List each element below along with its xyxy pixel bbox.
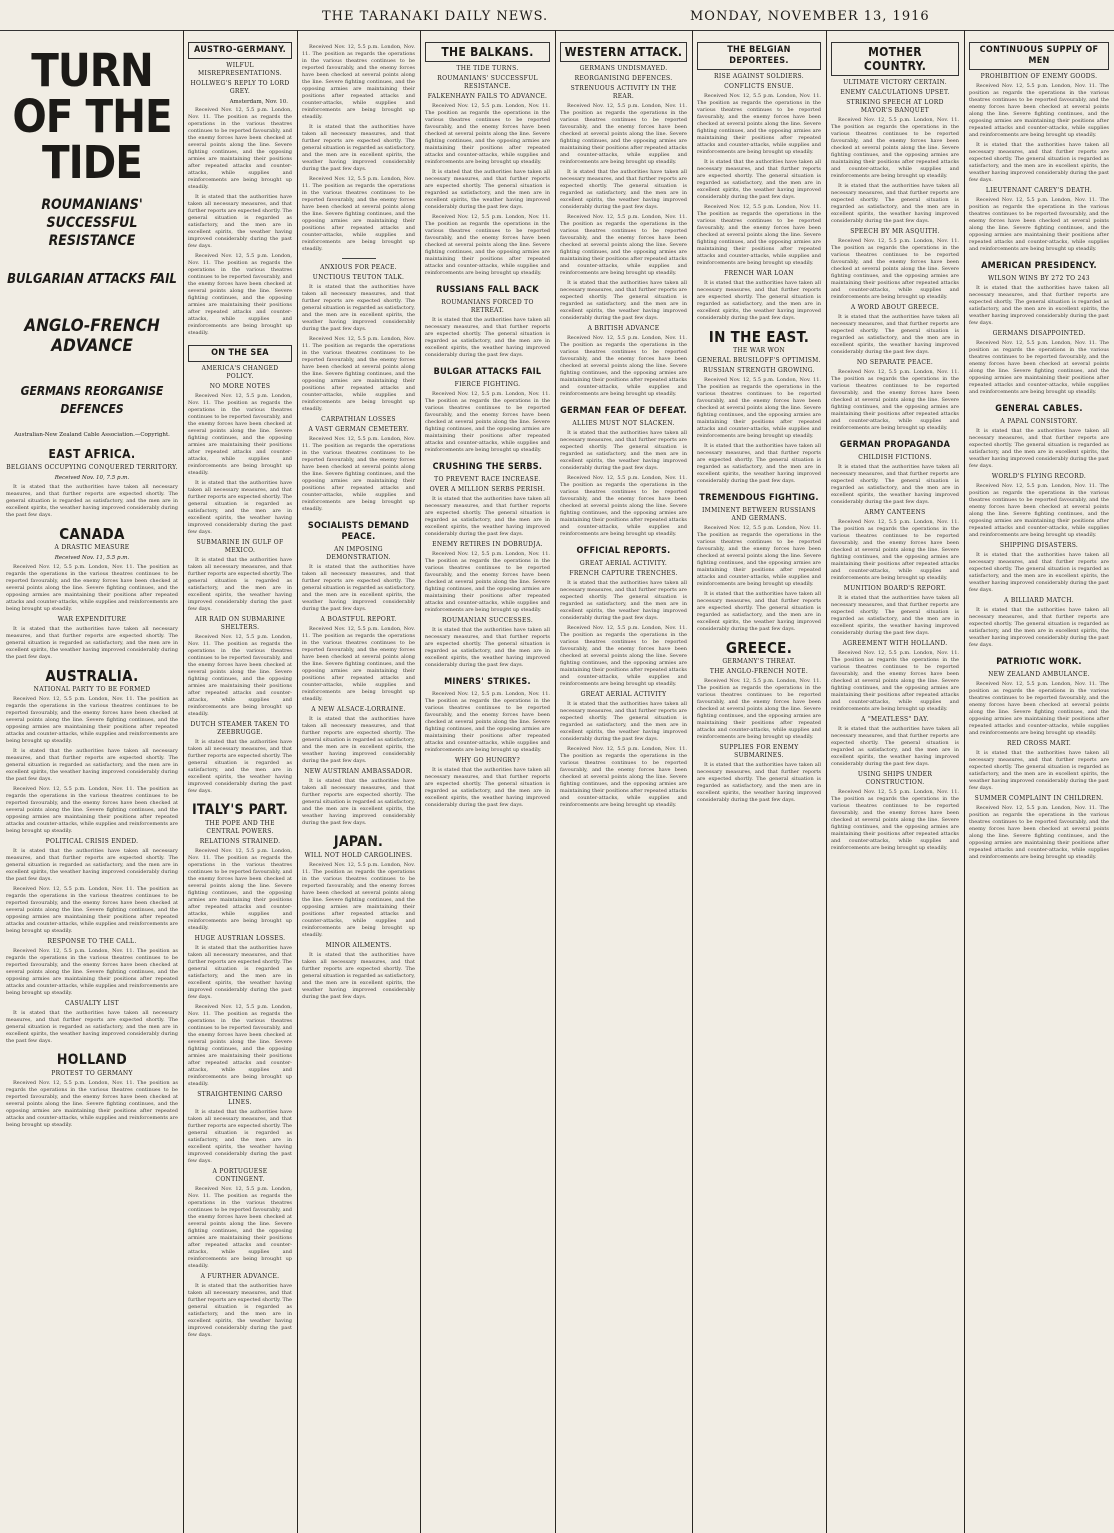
column-8 — [969, 34, 1109, 1528]
masthead-date: MONDAY, NOVEMBER 13, 1916 — [690, 9, 930, 24]
article-text: Received Nov. 12, 5.5 p.m. London, Nov. 11. The position as regards the operations in the various theatres continues to be reported favourably, and the enemy forces have been checked at several points along the line. Severe fighting continues, and the opposing armies are maintaining their positions after repeated attacks and counter-attacks, while supplies and reinforcements are being brought up steadily. — [697, 93, 821, 155]
article-text: Received Nov. 12, 5.5 p.m. London, Nov. 11. The position as regards the operations in the various theatres continues to be reported favourably, and the enemy forces have been checked at several points along the line. Severe fighting continues, and the opposing armies are maintaining their positions after repeated attacks and counter-attacks, while supplies and reinforcements are being brought up steadily. — [425, 391, 550, 453]
subheading: A PAPAL CONSISTORY. — [1000, 418, 1078, 425]
subheading: THE POPE AND THE CENTRAL POWERS. — [205, 820, 275, 835]
section-heading: PATRIOTIC WORK. — [996, 657, 1082, 667]
article-text: It is stated that the authorities have taken all necessary measures, and that further reports are expected shortly. The general situation is regarded as satisfactory, and the men are in excellent spirits, the weather having improved considerably during the past few days. — [302, 284, 415, 332]
section-heading: CRUSHING THE SERBS. — [432, 462, 543, 472]
subheading: SHIPPING DISASTERS. — [999, 542, 1079, 549]
article-text: Received Nov. 12, 5.5 p.m. London, Nov. 11. The position as regards the operations in the various theatres continues to be reported favourably, and the enemy forces have been checked at several points along the line. Severe fighting continues, and the opposing armies are maintaining their positions after repeated attacks and counter-attacks, while supplies and reinforcements are being brought up steadily. — [188, 1004, 292, 1087]
section-heading: JAPAN. — [333, 834, 384, 850]
section-heading: WESTERN ATTACK. — [560, 42, 687, 62]
subheading: GERMANS DISAPPOINTED. — [992, 330, 1086, 337]
article-text: Received Nov. 12, 5.5 p.m. London, Nov. 11. The position as regards the operations in the various theatres continues to be reported favourably, and the enemy forces have been checked at several points along the line. Severe fighting continues, and the opposing armies are maintaining their positions after repeated attacks and counter-attacks, while supplies and reinforcements are being brought up steadily. — [969, 340, 1109, 395]
subheading: A PORTUGUESE CONTINGENT. — [212, 1168, 268, 1183]
subheading: FIERCE FIGHTING. — [454, 381, 521, 388]
article-text: Received Nov. 12, 5.5 p.m. London, Nov. 11. The position as regards the operations in the various theatres continues to be reported favourably, and the enemy forces have been checked at several points along the line. Severe fighting continues, and the opposing armies are maintaining their positions after repeated attacks and counter-attacks, while supplies and reinforcements are being brought up steadily. — [969, 483, 1109, 538]
article-text: Received Nov. 12, 5.5 p.m. London, Nov. 11. The position as regards the operations in the various theatres continues to be reported favourably, and the enemy forces have been checked at several points along the line. Severe fighting continues, and the opposing armies are maintaining their positions after repeated attacks and counter-attacks, while supplies and reinforcements are being brought up steadily. — [6, 886, 178, 934]
article-text: Received Nov. 12, 5.5 p.m. London, Nov. 11. The position as regards the operations in the various theatres continues to be reported favourably, and the enemy forces have been checked at several points along the line. Severe fighting continues, and the opposing armies are maintaining their positions after repeated attacks and counter-attacks, while supplies and reinforcements are being brought up steadily. — [560, 103, 687, 165]
article-text: Received Nov. 12, 5.5 p.m. London, Nov. 11. The position as regards the operations in the various theatres continues to be reported favourably, and the enemy forces have been checked at several points along the line. Severe fighting continues, and the opposing armies are maintaining their positions after repeated attacks and counter-attacks, while supplies and reinforcements are being brought up steadily. — [969, 681, 1109, 736]
subheading: AMERICA'S CHANGED POLICY. — [201, 365, 279, 380]
subheading: WHY GO HUNGRY? — [455, 757, 520, 764]
subheading: NO SEPARATE PEACE. — [856, 359, 934, 366]
article-text: It is stated that the authorities have taken all necessary measures, and that further reports are expected shortly. The general situation is regarded as satisfactory, and the men are in excellent spirits, the weather having improved considerably during the past few days. — [969, 607, 1109, 648]
column-rule — [183, 30, 184, 1533]
subheading: USING SHIPS UNDER CONSTRUCTION. — [857, 771, 933, 786]
subheading: WAR EXPENDITURE — [57, 616, 127, 623]
subheading: FRENCH CAPTURE TRENCHES. — [569, 570, 678, 577]
article-text: It is stated that the authorities have taken all necessary measures, and that further reports are expected shortly. The general situation is regarded as satisfactory, and the men are in excellent spirits, the weather having improved considerably during the past few days. — [969, 552, 1109, 593]
masthead — [0, 0, 1114, 31]
article-text: Received Nov. 12, 5.5 p.m. London, Nov. 11. The position as regards the operations in the various theatres continues to be reported favourably, and the enemy forces have been checked at several points along the line. Severe fighting continues, and the opposing armies are maintaining their positions after repeated attacks and counter-attacks, while supplies and reinforcements are being brought up steadily. — [302, 336, 415, 412]
subheading: NEW ZEALAND AMBULANCE. — [988, 671, 1090, 678]
subheading: CASUALTY LIST — [65, 1000, 119, 1007]
article-text: Received Nov. 12, 5.5 p.m. London, Nov. 11. The position as regards the operations in the various theatres continues to be reported favourably, and the enemy forces have been checked at several points along the line. Severe fighting continues, and the opposing armies are maintaining their positions after repeated attacks and counter-attacks, while supplies and reinforcements are being brought up steadily. — [831, 238, 959, 300]
subheading: NEW AUSTRIAN AMBASSADOR. — [304, 768, 413, 775]
subheading: GREAT AERIAL ACTIVITY — [580, 691, 667, 698]
section-heading: THE BALKANS. — [425, 42, 550, 62]
article-text: Received Nov. 12, 5.5 p.m. London, Nov. 11. The position as regards the operations in the various theatres continues to be reported favourably, and the enemy forces have been checked at several points along the line. Severe fighting continues, and the opposing armies are maintaining their positions after repeated attacks and counter-attacks, while supplies and reinforcements are being brought up steadily. — [697, 678, 821, 740]
subheading: A NEW ALSACE-LORRAINE. — [311, 706, 406, 713]
column-4 — [425, 34, 550, 1528]
subheading: NO MORE NOTES — [209, 383, 271, 390]
article-text: It is stated that the authorities have taken all necessary measures, and that further reports are expected shortly. The general situation is regarded as satisfactory, and the men are in excellent spirits, the weather having improved considerably during the past few days. — [188, 480, 292, 535]
section-heading: GENERAL CABLES. — [995, 404, 1083, 414]
article-text: It is stated that the authorities have taken all necessary measures, and that further reports are expected shortly. The general situation is regarded as satisfactory, and the men are in excellent spirits, the weather having improved considerably during the past few days. — [697, 591, 821, 632]
article-text: Received Nov. 12, 5.5 p.m. London, Nov. 11. The position as regards the operations in the various theatres continues to be reported favourably, and the enemy forces have been checked at several points along the line. Severe fighting continues, and the opposing armies are maintaining their positions after repeated attacks and counter-attacks, while supplies and reinforcements are being brought up steadily. — [302, 626, 415, 702]
article-text: Received Nov. 12, 5.5 p.m. London, Nov. 11. The position as regards the operations in the various theatres continues to be reported favourably, and the enemy forces have been checked at several points along the line. Severe fighting continues, and the opposing armies are maintaining their positions after repeated attacks and counter-attacks, while supplies and reinforcements are being brought up steadily. — [831, 369, 959, 431]
section-heading: AUSTRALIA. — [45, 667, 139, 685]
section-heading: TREMENDOUS FIGHTING. — [699, 493, 819, 503]
article-text: It is stated that the authorities have taken all necessary measures, and that further reports are expected shortly. The general situation is regarded as satisfactory, and the men are in excellent spirits, the weather having improved considerably during the past few days. — [6, 626, 178, 660]
subheading: BELGIANS OCCUPYING CONQUERED TERRITORY. — [6, 464, 178, 471]
article-text: It is stated that the authorities have taken all necessary measures, and that further reports are expected shortly. The general situation is regarded as satisfactory, and the men are in excellent spirits, the weather having improved considerably during the past few days. — [188, 194, 292, 249]
column-6 — [697, 34, 821, 1528]
column-3 — [302, 34, 415, 1528]
subheading: CHILDISH FICTIONS. — [858, 454, 932, 461]
subheading: A "MEATLESS" DAY. — [861, 716, 929, 723]
article-text: Received Nov. 12, 5.5 p.m. London, Nov. 11. The position as regards the operations in the various theatres continues to be reported favourably, and the enemy forces have been checked at several points along the line. Severe fighting continues, and the opposing armies are maintaining their positions after repeated attacks and counter-attacks, while supplies and reinforcements are being brought up steadily. — [425, 214, 550, 276]
article-text: It is stated that the authorities have taken all necessary measures, and that further reports are expected shortly. The general situation is regarded as satisfactory, and the men are in excellent spirits, the weather having improved considerably during the past few days. — [560, 169, 687, 210]
article-text: Received Nov. 12, 5.5 p.m. London, Nov. 11. The position as regards the operations in the various theatres continues to be reported favourably, and the enemy forces have been checked at several points along the line. Severe fighting continues, and the opposing armies are maintaining their positions after repeated attacks and counter-attacks, while supplies and reinforcements are being brought up steadily. — [6, 696, 178, 744]
article-text: Received Nov. 12, 5.5 p.m. London, Nov. 11. The position as regards the operations in the various theatres continues to be reported favourably, and the enemy forces have been checked at several points along the line. Severe fighting continues, and the opposing armies are maintaining their positions after repeated attacks and counter-attacks, while supplies and reinforcements are being brought up steadily. — [560, 625, 687, 687]
subheading: POLITICAL CRISIS ENDED. — [45, 838, 139, 845]
article-text: It is stated that the authorities have taken all necessary measures, and that further reports are expected shortly. The general situation is regarded as satisfactory, and the men are in excellent spirits, the weather having improved considerably during the past few days. — [697, 280, 821, 321]
article-text: It is stated that the authorities have taken all necessary measures, and that further reports are expected shortly. The general situation is regarded as satisfactory, and the men are in excellent spirits, the weather having improved considerably during the past few days. — [6, 1010, 178, 1044]
roumanian-resistance-headline: ROUMANIANS' SUCCESSFUL RESISTANCE — [41, 197, 143, 249]
article-text: It is stated that the authorities have taken all necessary measures, and that further reports are expected shortly. The general situation is regarded as satisfactory, and the men are in excellent spirits, the weather having improved considerably during the past few days. — [697, 159, 821, 200]
article-text: It is stated that the authorities have taken all necessary measures, and that further reports are expected shortly. The general situation is regarded as satisfactory, and the men are in excellent spirits, the weather having improved considerably during the past few days. — [831, 464, 959, 505]
subheading: PROTEST TO GERMANY — [51, 1070, 133, 1077]
article-text: Received Nov. 12, 5.5 p.m. London, Nov. 11. The position as regards the operations in the various theatres continues to be reported favourably, and the enemy forces have been checked at several points along the line. Severe fighting continues, and the opposing armies are maintaining their positions after repeated attacks and counter-attacks, while supplies and reinforcements are being brought up steadily. — [188, 1186, 292, 1269]
subheading: TO PREVENT RACE INCREASE. — [434, 476, 541, 483]
article-text: Received Nov. 12, 5.5 p.m. London, Nov. 11. The position as regards the operations in the various theatres continues to be reported favourably, and the enemy forces have been checked at several points along the line. Severe fighting continues, and the opposing armies are maintaining their positions after repeated attacks and counter-attacks, while supplies and reinforcements are being brought up steadily. — [560, 475, 687, 537]
subheading: THE WAR WON — [733, 347, 785, 354]
section-heading: GERMAN FEAR OF DEFEAT. — [560, 406, 687, 416]
article-text: Received Nov. 12, 5.5 p.m. London, Nov. 11. The position as regards the operations in the various theatres continues to be reported favourably, and the enemy forces have been checked at several points along the line. Severe fighting continues, and the opposing armies are maintaining their positions after repeated attacks and counter-attacks, while supplies and reinforcements are being brought up steadily. — [188, 634, 292, 717]
subheading: FRENCH WAR LOAN — [724, 270, 794, 277]
article-text: Received Nov. 12, 5.5 p.m. London, Nov. 11. The position as regards the operations in the various theatres continues to be reported favourably, and the enemy forces have been checked at several points along the line. Severe fighting continues, and the opposing armies are maintaining their positions after repeated attacks and counter-attacks, while supplies and reinforcements are being brought up steadily. — [188, 393, 292, 476]
subheading: A FURTHER ADVANCE. — [200, 1273, 280, 1280]
subheading: HUGE AUSTRIAN LOSSES. — [194, 935, 286, 942]
subheading: A BILLIARD MATCH. — [1004, 597, 1074, 604]
article-text: Received Nov. 12, 5.5 p.m. London, Nov. 11. The position as regards the operations in the various theatres continues to be reported favourably, and the enemy forces have been checked at several points along the line. Severe fighting continues, and the opposing armies are maintaining their positions after repeated attacks and counter-attacks, while supplies and reinforcements are being brought up steadily. — [302, 44, 415, 120]
subheading: UNCTIOUS TEUTON TALK. — [312, 274, 405, 281]
subheading: WILL NOT HOLD CARGOLINES. — [304, 852, 413, 859]
article-text: It is stated that the authorities have taken all necessary measures, and that further reports are expected shortly. The general situation is regarded as satisfactory, and the men are in excellent spirits, the weather having improved considerably during the past few days. — [302, 124, 415, 172]
article-text: Received Nov. 12, 5.5 p.m. London, Nov. 11. The position as regards the operations in the various theatres continues to be reported favourably, and the enemy forces have been checked at several points along the line. Severe fighting continues, and the opposing armies are maintaining their positions after repeated attacks and counter-attacks, while supplies and reinforcements are being brought up steadily. — [188, 848, 292, 931]
column-rule — [692, 30, 693, 1533]
article-text: Received Nov. 12, 5.5 p.m. London, Nov. 11. The position as regards the operations in the various theatres continues to be reported favourably, and the enemy forces have been checked at several points along the line. Severe fighting continues, and the opposing armies are maintaining their positions after repeated attacks and counter-attacks, while supplies and reinforcements are being brought up steadily. — [6, 564, 178, 612]
subheading: STRIKING SPEECH AT LORD MAYOR'S BANQUET — [846, 99, 944, 114]
article-text: It is stated that the authorities have taken all necessary measures, and that further reports are expected shortly. The general situation is regarded as satisfactory, and the men are in excellent spirits, the weather having improved considerably during the past few days. — [302, 564, 415, 612]
subheading: MINOR AILMENTS. — [325, 942, 392, 949]
subheading: A BOASTFUL REPORT. — [320, 616, 397, 623]
subheading: RELATIONS STRAINED. — [199, 838, 281, 845]
article-text: Received Nov. 12, 5.5 p.m. London, Nov. 11. The position as regards the operations in the various theatres continues to be reported favourably, and the enemy forces have been checked at several points along the line. Severe fighting continues, and the opposing armies are maintaining their positions after repeated attacks and counter-attacks, while supplies and reinforcements are being brought up steadily. — [6, 786, 178, 834]
subheading: ULTIMATE VICTORY CERTAIN. — [843, 79, 947, 86]
received-line: Received Nov. 11, 5.5 p.m. — [54, 555, 130, 561]
subheading: WILSON WINS BY 272 TO 243 — [988, 275, 1090, 282]
article-text: It is stated that the authorities have taken all necessary measures, and that further reports are expected shortly. The general situation is regarded as satisfactory, and the men are in excellent spirits, the weather having improved considerably during the past few days. — [6, 748, 178, 782]
subheading: PROHIBITION OF ENEMY GOODS. — [980, 73, 1098, 80]
article-text: It is stated that the authorities have taken all necessary measures, and that further reports are expected shortly. The general situation is regarded as satisfactory, and the men are in excellent spirits, the weather having improved considerably during the past few days. — [188, 945, 292, 1000]
article-text: Received Nov. 12, 5.5 p.m. London, Nov. 11. The position as regards the operations in the various theatres continues to be reported favourably, and the enemy forces have been checked at several points along the line. Severe fighting continues, and the opposing armies are maintaining their positions after repeated attacks and counter-attacks, while supplies and reinforcements are being brought up steadily. — [188, 107, 292, 190]
section-heading: CONTINUOUS SUPPLY OF MEN — [969, 42, 1109, 70]
column-7 — [831, 34, 959, 1528]
article-text: It is stated that the authorities have taken all necessary measures, and that further reports are expected shortly. The general situation is regarded as satisfactory, and the men are in excellent spirits, the weather having improved considerably during the past few days. — [831, 595, 959, 636]
article-text: It is stated that the authorities have taken all necessary measures, and that further reports are expected shortly. The general situation is regarded as satisfactory, and the men are in excellent spirits, the weather having improved considerably during the past few days. — [302, 778, 415, 826]
subheading: IMMINENT BETWEEN RUSSIANS AND GERMANS. — [702, 507, 816, 522]
subheading: THE ANGLO-FRENCH NOTE. — [709, 668, 809, 675]
article-text: It is stated that the authorities have taken all necessary measures, and that further reports are expected shortly. The general situation is regarded as satisfactory, and the men are in excellent spirits, the weather having improved considerably during the past few days. — [425, 627, 550, 668]
article-text: It is stated that the authorities have taken all necessary measures, and that further reports are expected shortly. The general situation is regarded as satisfactory, and the men are in excellent spirits, the weather having improved considerably during the past few days. — [425, 317, 550, 358]
subheading: ROUMANIANS' SUCCESSFUL RESISTANCE. — [437, 75, 538, 90]
subheading: ENEMY RETIRES IN DOBRUDJA. — [432, 541, 543, 548]
subheading: RUSSIAN STRENGTH GROWING. — [703, 367, 815, 374]
subheading: GERMANS UNDISMAYED. — [579, 65, 668, 72]
article-text: Received Nov. 12, 5.5 p.m. London, Nov. 11. The position as regards the operations in the various theatres continues to be reported favourably, and the enemy forces have been checked at several points along the line. Severe fighting continues, and the opposing armies are maintaining their positions after repeated attacks and counter-attacks, while supplies and reinforcements are being brought up steadily. — [697, 204, 821, 266]
article-text: It is stated that the authorities have taken all necessary measures, and that further reports are expected shortly. The general situation is regarded as satisfactory, and the men are in excellent spirits, the weather having improved considerably during the past few days. — [969, 428, 1109, 469]
article-text: Received Nov. 12, 5.5 p.m. London, Nov. 11. The position as regards the operations in the various theatres continues to be reported favourably, and the enemy forces have been checked at several points along the line. Severe fighting continues, and the opposing armies are maintaining their positions after repeated attacks and counter-attacks, while supplies and reinforcements are being brought up steadily. — [831, 650, 959, 712]
article-text: Received Nov. 12, 5.5 p.m. London, Nov. 11. The position as regards the operations in the various theatres continues to be reported favourably, and the enemy forces have been checked at several points along the line. Severe fighting continues, and the opposing armies are maintaining their positions after repeated attacks and counter-attacks, while supplies and reinforcements are being brought up steadily. — [831, 519, 959, 581]
section-heading: GREECE. — [725, 639, 793, 657]
article-text: It is stated that the authorities have taken all necessary measures, and that further reports are expected shortly. The general situation is regarded as satisfactory, and the men are in excellent spirits, the weather having improved considerably during the past few days. — [697, 443, 821, 484]
subheading: LIEUTENANT CAREY'S DEATH. — [985, 187, 1093, 194]
german-defences-headline: GERMANS REORGANISE DEFENCES — [20, 384, 164, 416]
subheading: SPEECH BY MR ASQUITH. — [850, 228, 940, 235]
article-text: It is stated that the authorities have taken all necessary measures, and that further reports are expected shortly. The general situation is regarded as satisfactory, and the men are in excellent spirits, the weather having improved considerably during the past few days. — [425, 496, 550, 537]
article-text: It is stated that the authorities have taken all necessary measures, and that further reports are expected shortly. The general situation is regarded as satisfactory, and the men are in excellent spirits, the weather having improved considerably during the past few days. — [831, 726, 959, 767]
article-text: It is stated that the authorities have taken all necessary measures, and that further reports are expected shortly. The general situation is regarded as satisfactory, and the men are in excellent spirits, the weather having improved considerably during the past few days. — [6, 484, 178, 518]
article-text: Received Nov. 12, 5.5 p.m. London, Nov. 11. The position as regards the operations in the various theatres continues to be reported favourably, and the enemy forces have been checked at several points along the line. Severe fighting continues, and the opposing armies are maintaining their positions after repeated attacks and counter-attacks, while supplies and reinforcements are being brought up steadily. — [302, 176, 415, 252]
subheading: CONFLICTS ENSUE. — [724, 83, 794, 90]
section-heading: AMERICAN PRESIDENCY. — [981, 261, 1097, 271]
article-text: Received Nov. 12, 5.5 p.m. London, Nov. 11. The position as regards the operations in the various theatres continues to be reported favourably, and the enemy forces have been checked at several points along the line. Severe fighting continues, and the opposing armies are maintaining their positions after repeated attacks and counter-attacks, while supplies and reinforcements are being brought up steadily. — [425, 691, 550, 753]
article-text: It is stated that the authorities have taken all necessary measures, and that further reports are expected shortly. The general situation is regarded as satisfactory, and the men are in excellent spirits, the weather having improved considerably during the past few days. — [425, 767, 550, 808]
section-heading: ON THE SEA — [188, 345, 292, 362]
dateline: Amsterdam, Nov. 10. — [229, 99, 288, 105]
subheading: A BRITISH ADVANCE — [587, 325, 660, 332]
section-heading: BULGAR ATTACKS FAIL — [433, 367, 542, 377]
article-text: Received Nov. 12, 5.5 p.m. London, Nov. 11. The position as regards the operations in the various theatres continues to be reported favourably, and the enemy forces have been checked at several points along the line. Severe fighting continues, and the opposing armies are maintaining their positions after repeated attacks and counter-attacks, while supplies and reinforcements are being brought up steadily. — [560, 335, 687, 397]
subheading: AGREEMENT WITH HOLLAND. — [842, 640, 948, 647]
subheading: RESPONSE TO THE CALL. — [47, 938, 137, 945]
subheading: GENERAL BRUSILOFF'S OPTIMISM. — [697, 357, 821, 364]
article-text: It is stated that the authorities have taken all necessary measures, and that further reports are expected shortly. The general situation is regarded as satisfactory, and the men are in excellent spirits, the weather having improved considerably during the past few days. — [6, 848, 178, 882]
article-text: It is stated that the authorities have taken all necessary measures, and that further reports are expected shortly. The general situation is regarded as satisfactory, and the men are in excellent spirits, the weather having improved considerably during the past few days. — [560, 580, 687, 621]
subheading: A VAST GERMAN CEMETERY. — [308, 426, 409, 433]
subheading: STRENUOUS ACTIVITY IN THE REAR. — [570, 85, 677, 100]
article-text: Received Nov. 12, 5.5 p.m. London, Nov. 11. The position as regards the operations in the various theatres continues to be reported favourably, and the enemy forces have been checked at several points along the line. Severe fighting continues, and the opposing armies are maintaining their positions after repeated attacks and counter-attacks, while supplies and reinforcements are being brought up steadily. — [6, 948, 178, 996]
article-text: It is stated that the authorities have taken all necessary measures, and that further reports are expected shortly. The general situation is regarded as satisfactory, and the men are in excellent spirits, the weather having improved considerably during the past few days. — [188, 1283, 292, 1338]
received-line: Received Nov. 10, 7.5 p.m. — [54, 475, 130, 481]
subheading: THE TIDE TURNS. — [456, 65, 519, 72]
subheading: CARPATHIAN LOSSES — [321, 416, 396, 423]
masthead-paper-name: THE TARANAKI DAILY NEWS. — [322, 9, 549, 24]
article-text: Received Nov. 12, 5.5 p.m. London, Nov. 11. The position as regards the operations in the various theatres continues to be reported favourably, and the enemy forces have been checked at several points along the line. Severe fighting continues, and the opposing armies are maintaining their positions after repeated attacks and counter-attacks, while supplies and reinforcements are being brought up steadily. — [831, 117, 959, 179]
section-heading: OFFICIAL REPORTS. — [576, 546, 671, 556]
section-heading: HOLLAND — [56, 1052, 128, 1068]
bulgarian-attacks-headline: BULGARIAN ATTACKS FAIL — [7, 272, 177, 287]
article-text: It is stated that the authorities have taken all necessary measures, and that further reports are expected shortly. The general situation is regarded as satisfactory, and the men are in excellent spirits, the weather having improved considerably during the past few days. — [560, 701, 687, 742]
subheading: FALKENHAYN FAILS TO ADVANCE. — [427, 93, 548, 100]
section-heading: ITALY'S PART. — [191, 802, 289, 818]
subheading: SUPPLIES FOR ENEMY SUBMARINES. — [719, 744, 799, 759]
article-text: Received Nov. 12, 5.5 p.m. London, Nov. 11. The position as regards the operations in the various theatres continues to be reported favourably, and the enemy forces have been checked at several points along the line. Severe fighting continues, and the opposing armies are maintaining their positions after repeated attacks and counter-attacks, while supplies and reinforcements are being brought up steadily. — [560, 746, 687, 808]
subheading: HOLLWEG'S REPLY TO LORD GREY. — [190, 80, 290, 95]
subheading: SUMMER COMPLAINT IN CHILDREN. — [974, 795, 1104, 802]
subheading: ROUMANIANS FORCED TO RETREAT. — [441, 299, 534, 314]
column-rule — [964, 30, 965, 1533]
separator — [342, 258, 376, 259]
section-heading: MINERS' STRIKES. — [444, 677, 531, 687]
column-rule — [555, 30, 556, 1533]
subheading: MUNITION BOARD'S REPORT. — [843, 585, 947, 592]
article-text: Received Nov. 12, 5.5 p.m. London, Nov. 11. The position as regards the operations in the various theatres continues to be reported favourably, and the enemy forces have been checked at several points along the line. Severe fighting continues, and the opposing armies are maintaining their positions after repeated attacks and counter-attacks, while supplies and reinforcements are being brought up steadily. — [6, 1080, 178, 1128]
section-heading: AUSTRO-GERMANY. — [188, 42, 292, 59]
anglo-french-headline: ANGLO-FRENCH ADVANCE — [24, 316, 160, 356]
section-heading: MOTHER COUNTRY. — [831, 42, 959, 76]
subheading: ROUMANIAN SUCCESSES. — [441, 617, 534, 624]
article-text: Received Nov. 12, 5.5 p.m. London, Nov. 11. The position as regards the operations in the various theatres continues to be reported favourably, and the enemy forces have been checked at several points along the line. Severe fighting continues, and the opposing armies are maintaining their positions after repeated attacks and counter-attacks, while supplies and reinforcements are being brought up steadily. — [969, 197, 1109, 252]
article-text: It is stated that the authorities have taken all necessary measures, and that further reports are expected shortly. The general situation is regarded as satisfactory, and the men are in excellent spirits, the weather having improved considerably during the past few days. — [560, 430, 687, 471]
article-text: It is stated that the authorities have taken all necessary measures, and that further reports are expected shortly. The general situation is regarded as satisfactory, and the men are in excellent spirits, the weather having improved considerably during the past few days. — [188, 1109, 292, 1164]
section-heading: SOCIALISTS DEMAND PEACE. — [307, 521, 410, 542]
subheading: NATIONAL PARTY TO BE FORMED — [33, 686, 151, 693]
section-heading: GERMAN PROPAGANDA — [839, 440, 951, 450]
column-rule — [420, 30, 421, 1533]
article-text: Received Nov. 12, 5.5 p.m. London, Nov. 11. The position as regards the operations in the various theatres continues to be reported favourably, and the enemy forces have been checked at several points along the line. Severe fighting continues, and the opposing armies are maintaining their positions after repeated attacks and counter-attacks, while supplies and reinforcements are being brought up steadily. — [302, 436, 415, 512]
article-text: It is stated that the authorities have taken all necessary measures, and that further reports are expected shortly. The general situation is regarded as satisfactory, and the men are in excellent spirits, the weather having improved considerably during the past few days. — [831, 183, 959, 224]
article-text: It is stated that the authorities have taken all necessary measures, and that further reports are expected shortly. The general situation is regarded as satisfactory, and the men are in excellent spirits, the weather having improved considerably during the past few days. — [969, 142, 1109, 183]
column-1 — [6, 34, 178, 1528]
subheading: A WORD ABOUT GREECE. — [850, 304, 940, 311]
article-text: Received Nov. 12, 5.5 p.m. London, Nov. 11. The position as regards the operations in the various theatres continues to be reported favourably, and the enemy forces have been checked at several points along the line. Severe fighting continues, and the opposing armies are maintaining their positions after repeated attacks and counter-attacks, while supplies and reinforcements are being brought up steadily. — [831, 789, 959, 851]
column-2 — [188, 34, 292, 1528]
cable-source: Australian-New Zealand Cable Association.—Copyright. — [14, 432, 170, 438]
subheading: SUBMARINE IN GULF OF MEXICO. — [196, 539, 284, 554]
subheading: ENEMY CALCULATIONS UPSET. — [840, 89, 950, 96]
article-text: It is stated that the authorities have taken all necessary measures, and that further reports are expected shortly. The general situation is regarded as satisfactory, and the men are in excellent spirits, the weather having improved considerably during the past few days. — [969, 285, 1109, 326]
article-text: Received Nov. 12, 5.5 p.m. London, Nov. 11. The position as regards the operations in the various theatres continues to be reported favourably, and the enemy forces have been checked at several points along the line. Severe fighting continues, and the opposing armies are maintaining their positions after repeated attacks and counter-attacks, while supplies and reinforcements are being brought up steadily. — [188, 253, 292, 336]
subheading: ARMY CANTEENS — [864, 509, 926, 516]
subheading: WORLD'S FLYING RECORD. — [991, 473, 1087, 480]
subheading: RED CROSS MART. — [1006, 740, 1072, 747]
article-text: It is stated that the authorities have taken all necessary measures, and that further reports are expected shortly. The general situation is regarded as satisfactory, and the men are in excellent spirits, the weather having improved considerably during the past few days. — [697, 762, 821, 803]
article-text: Received Nov. 12, 5.5 p.m. London, Nov. 11. The position as regards the operations in the various theatres continues to be reported favourably, and the enemy forces have been checked at several points along the line. Severe fighting continues, and the opposing armies are maintaining their positions after repeated attacks and counter-attacks, while supplies and reinforcements are being brought up steadily. — [560, 214, 687, 276]
subheading: WILFUL MISREPRESENTATIONS. — [198, 62, 282, 77]
subheading: A DRASTIC MEASURE — [54, 544, 130, 551]
article-text: It is stated that the authorities have taken all necessary measures, and that further reports are expected shortly. The general situation is regarded as satisfactory, and the men are in excellent spirits, the weather having improved considerably during the past few days. — [302, 952, 415, 1000]
section-heading: EAST AFRICA. — [48, 447, 136, 461]
article-text: It is stated that the authorities have taken all necessary measures, and that further reports are expected shortly. The general situation is regarded as satisfactory, and the men are in excellent spirits, the weather having improved considerably during the past few days. — [831, 314, 959, 355]
article-text: Received Nov. 12, 5.5 p.m. London, Nov. 11. The position as regards the operations in the various theatres continues to be reported favourably, and the enemy forces have been checked at several points along the line. Severe fighting continues, and the opposing armies are maintaining their positions after repeated attacks and counter-attacks, while supplies and reinforcements are being brought up steadily. — [425, 103, 550, 165]
article-text: Received Nov. 12, 5.5 p.m. London, Nov. 11. The position as regards the operations in the various theatres continues to be reported favourably, and the enemy forces have been checked at several points along the line. Severe fighting continues, and the opposing armies are maintaining their positions after repeated attacks and counter-attacks, while supplies and reinforcements are being brought up steadily. — [425, 551, 550, 613]
subheading: STRAIGHTENING CARSO LINES. — [197, 1091, 283, 1106]
subheading: OVER A MILLION SERBS PERISH. — [429, 486, 546, 493]
article-text: It is stated that the authorities have taken all necessary measures, and that further reports are expected shortly. The general situation is regarded as satisfactory, and the men are in excellent spirits, the weather having improved considerably during the past few days. — [302, 716, 415, 764]
subheading: AN IMPOSING DEMONSTRATION. — [326, 546, 391, 561]
subheading: DUTCH STEAMER TAKEN TO ZEEBRUGGE. — [190, 721, 290, 736]
section-heading: CANADA — [59, 525, 125, 543]
article-text: It is stated that the authorities have taken all necessary measures, and that further reports are expected shortly. The general situation is regarded as satisfactory, and the men are in excellent spirits, the weather having improved considerably during the past few days. — [188, 557, 292, 612]
column-rule — [297, 30, 298, 1533]
section-heading: IN THE EAST. — [708, 328, 810, 346]
article-text: Received Nov. 12, 5.5 p.m. London, Nov. 11. The position as regards the operations in the various theatres continues to be reported favourably, and the enemy forces have been checked at several points along the line. Severe fighting continues, and the opposing armies are maintaining their positions after repeated attacks and counter-attacks, while supplies and reinforcements are being brought up steadily. — [697, 525, 821, 587]
subheading: ALLIES MUST NOT SLACKEN. — [572, 420, 675, 427]
article-text: It is stated that the authorities have taken all necessary measures, and that further reports are expected shortly. The general situation is regarded as satisfactory, and the men are in excellent spirits, the weather having improved considerably during the past few days. — [425, 169, 550, 210]
subheading: GREAT AERIAL ACTIVITY. — [579, 560, 668, 567]
subheading: ANXIOUS FOR PEACE. — [320, 264, 397, 271]
subheading: REORGANISING DEFENCES. — [574, 75, 673, 82]
article-text: Received Nov. 12, 5.5 p.m. London, Nov. 11. The position as regards the operations in the various theatres continues to be reported favourably, and the enemy forces have been checked at several points along the line. Severe fighting continues, and the opposing armies are maintaining their positions after repeated attacks and counter-attacks, while supplies and reinforcements are being brought up steadily. — [969, 805, 1109, 860]
subheading: AIR RAID ON SUBMARINE SHELTERS. — [194, 616, 285, 631]
article-text: It is stated that the authorities have taken all necessary measures, and that further reports are expected shortly. The general situation is regarded as satisfactory, and the men are in excellent spirits, the weather having improved considerably during the past few days. — [969, 750, 1109, 791]
subheading: GERMANY'S THREAT. — [722, 658, 796, 665]
article-text: Received Nov. 12, 5.5 p.m. London, Nov. 11. The position as regards the operations in the various theatres continues to be reported favourably, and the enemy forces have been checked at several points along the line. Severe fighting continues, and the opposing armies are maintaining their positions after repeated attacks and counter-attacks, while supplies and reinforcements are being brought up steadily. — [969, 83, 1109, 138]
column-5 — [560, 34, 687, 1528]
article-text: Received Nov. 12, 5.5 p.m. London, Nov. 11. The position as regards the operations in the various theatres continues to be reported favourably, and the enemy forces have been checked at several points along the line. Severe fighting continues, and the opposing armies are maintaining their positions after repeated attacks and counter-attacks, while supplies and reinforcements are being brought up steadily. — [697, 377, 821, 439]
article-text: Received Nov. 12, 5.5 p.m. London, Nov. 11. The position as regards the operations in the various theatres continues to be reported favourably, and the enemy forces have been checked at several points along the line. Severe fighting continues, and the opposing armies are maintaining their positions after repeated attacks and counter-attacks, while supplies and reinforcements are being brought up steadily. — [302, 862, 415, 938]
section-heading: THE BELGIAN DEPORTEES. — [697, 42, 821, 70]
turn-of-the-tide-headline: TURN OF THE TIDE — [12, 44, 172, 189]
article-text: It is stated that the authorities have taken all necessary measures, and that further reports are expected shortly. The general situation is regarded as satisfactory, and the men are in excellent spirits, the weather having improved considerably during the past few days. — [560, 280, 687, 321]
subheading: RISE AGAINST SOLDIERS. — [714, 73, 804, 80]
section-heading: RUSSIANS FALL BACK — [436, 285, 539, 295]
column-rule — [826, 30, 827, 1533]
article-text: It is stated that the authorities have taken all necessary measures, and that further reports are expected shortly. The general situation is regarded as satisfactory, and the men are in excellent spirits, the weather having improved considerably during the past few days. — [188, 739, 292, 794]
